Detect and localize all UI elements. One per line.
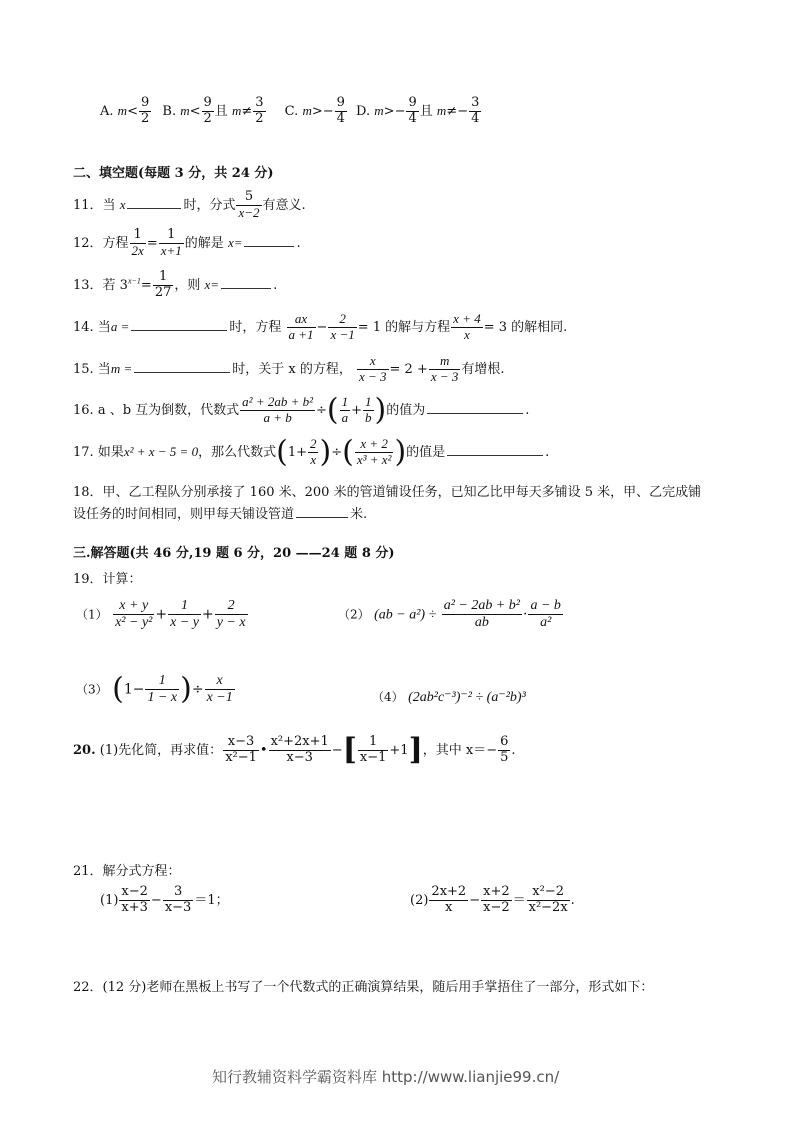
text: 时，分式 [183,197,236,213]
denominator: x² − y² [115,615,153,631]
fraction [498,735,510,766]
denominator: x−3 [286,749,313,765]
text: +1 [389,742,409,758]
question-number: 15. 当 [73,361,111,377]
fraction [236,190,261,221]
numerator: a − b [528,598,562,615]
right-bracket: ] [408,732,423,768]
fraction [113,598,154,631]
numerator: x + y [113,598,154,615]
var: x= [227,234,243,250]
text: 时，方程 [229,319,282,335]
text: 设任务的时间相同，则甲每天铺设管道 [73,507,295,522]
question-11 [73,190,306,221]
denominator: x²−2x [528,899,568,915]
denominator: 4 [408,110,417,126]
fraction [481,885,512,916]
question-16 [73,392,530,428]
fraction [205,673,235,706]
fraction [358,735,389,766]
answer-blank[interactable] [134,371,230,373]
part-label: （2） [338,607,370,622]
operator: − [469,892,481,908]
numerator: 1 [159,228,184,244]
denominator: y − x [216,615,246,631]
text: = 2 + [389,361,428,377]
part-label: (2) [410,892,429,908]
fraction [451,312,483,343]
text: 的解是 [184,235,224,251]
fraction [119,885,150,916]
var: m [436,102,447,118]
numerator: 2 [309,436,317,451]
fraction [429,354,461,385]
question-21-2 [410,885,575,916]
relation: < [127,103,138,119]
fraction [163,885,194,916]
var: m [117,102,128,118]
fraction [442,598,522,631]
numerator: 9 [203,95,212,110]
var: x= [204,276,220,292]
choice-label: D. [356,103,371,119]
fraction [130,228,146,259]
denominator: a + b [263,409,292,425]
operator: ÷ [191,681,204,698]
choice-label: C. [284,103,299,119]
numerator: 3 [163,885,194,901]
equals: = [140,277,152,293]
text: ，那么代数式 [198,444,277,460]
question-14 [73,312,567,343]
answer-blank[interactable] [221,287,271,289]
fraction [308,437,319,468]
text: 有意义. [262,197,306,213]
denominator: x−3 [164,899,192,915]
question-18 [73,482,701,526]
numerator: 1 [358,735,389,751]
question-19-1 [76,598,249,631]
numerator: m [429,354,461,370]
choice-c [284,95,352,126]
question-15 [73,354,505,385]
denominator: x+3 [121,899,148,915]
text: 时，关于 x 的方程， [232,361,352,377]
right-paren: ) [374,392,387,428]
denominator: x − 3 [430,368,459,384]
fraction [139,96,151,127]
fraction [159,228,184,259]
numerator: 3 [471,95,480,110]
relation: < [189,103,201,119]
question-12 [73,228,301,259]
exponent: x−1 [127,276,141,286]
left-bracket: [ [342,732,357,768]
part-label: （4） [372,690,404,704]
text: 有增根. [461,361,505,377]
numerator: x [357,354,389,370]
question-19-3 [76,673,236,706]
denominator: ab [474,615,489,631]
question-13 [73,270,277,301]
equals: ＝ [512,892,526,908]
fraction [202,96,214,127]
text: ＝1； [194,892,229,908]
text: . [511,742,516,758]
numerator: 1 [168,598,201,615]
numerator: x + 4 [453,311,481,326]
denominator: x−1 [359,749,387,765]
fraction [528,598,562,631]
footer-watermark: 知行教辅资料学霸资料库 http://www.lianjie99.cn/ [212,1068,560,1086]
var: x [119,196,126,212]
operator: − [331,742,343,758]
denominator: x²−1 [225,749,257,765]
numerator: 2 [215,598,248,615]
relation: ≠− [446,103,469,119]
numerator: a² − 2ab + b² [442,598,522,615]
var: m [180,102,190,118]
choice-d [356,95,482,126]
denominator: 4 [471,110,480,126]
operator: ÷ [316,402,327,418]
left-paren: ( [276,434,288,470]
text: ，则 [174,277,201,293]
var: m [374,102,384,118]
denominator: x−2 [238,204,260,220]
text: ，其中 x＝− [422,742,498,758]
operator: ÷ [331,444,343,460]
numerator: 5 [236,190,261,206]
fraction [335,96,347,127]
question-number: 14. 当 [73,319,111,335]
fraction [355,437,394,468]
numerator: a² + 2ab + b² [242,394,314,409]
part-label: （1） [76,607,108,622]
operator: − [150,892,162,908]
operator: • [259,742,268,758]
text: 18．甲、乙工程队分别承接了 160 米、200 米的管道铺设任务，已知乙比甲每天多铺设 5 米，甲、乙完成铺 [73,485,702,500]
conjunction: 且 [214,103,228,119]
denominator: a² [540,615,552,631]
var: m = [110,360,133,376]
choice-b [162,95,270,126]
text: . [273,277,278,293]
numerator: x−3 [223,735,259,751]
text: . [570,892,575,908]
choice-label: A. [100,103,114,119]
expression: (ab − a²) ÷ [374,607,437,623]
relation: >− [383,103,406,119]
answer-blank[interactable] [296,516,348,518]
denominator: 27 [154,284,172,300]
question-18-line2 [73,504,701,526]
expression: (2ab²c⁻³)⁻² ÷ (a⁻²b)³ [408,690,526,705]
numerator: 9 [336,95,345,110]
operator: + [351,402,363,418]
denominator: 5 [500,749,509,765]
denominator: a +1 [288,326,314,342]
question-number: 13．若 3 [73,277,128,293]
question-22: 22．(12 分)老师在黑板上书写了一个代数式的正确演算结果，随后用手掌捂住了一部分，形式如下： [73,980,654,995]
numerator: 3 [255,95,264,110]
numerator: x [205,673,235,690]
text: 的值是 [406,444,446,460]
text: (1)先化简，再求值： [99,742,223,758]
text: . [545,444,550,460]
denominator: x [445,899,453,915]
var: m [231,102,242,118]
answer-blank[interactable] [131,329,227,331]
denominator: x [464,326,470,342]
answer-blank[interactable] [427,412,523,414]
choice-label: B. [162,103,177,119]
text: = 3 的解相同. [483,319,568,335]
question-17 [73,434,550,470]
fraction [429,885,468,916]
fraction [287,312,316,343]
text: a 、b 互为倒数，代数式 [97,402,240,418]
denominator: 1 − x [147,690,178,706]
question-number: 17. 如果 [73,444,124,460]
fraction [240,395,315,426]
question-number: 16. [73,402,94,418]
conjunction: 且 [419,103,433,119]
relation: >− [311,103,334,119]
fraction [357,354,389,385]
text: 1− [123,681,145,698]
fraction [269,735,331,766]
right-paren: ) [394,434,407,470]
numerator: x+2 [483,884,510,899]
denominator: x − 3 [358,368,387,384]
question-19-title: 19．计算： [73,572,142,587]
numerator: 6 [500,734,509,749]
question-21-1 [100,885,229,916]
var: a = [110,318,130,334]
operator: + [155,606,168,623]
left-paren: ( [326,392,339,428]
answer-blank[interactable] [127,207,181,209]
choice-a [100,95,156,126]
numerator: 1 [145,673,179,690]
fraction [168,598,201,631]
denominator: 2 [140,110,150,126]
question-19-2 [338,598,564,631]
numerator: 1 [365,394,372,409]
text: 的值为 [386,402,426,418]
numerator: 1 [153,270,174,286]
numerator: ax [287,312,316,328]
denominator: x³ + x² [356,451,392,467]
denominator: 2 [255,110,264,126]
fraction [469,96,481,127]
denominator: b [365,409,372,425]
numerator: 9 [140,95,150,110]
part-label: （3） [76,682,108,697]
numerator: 2x+2 [431,884,467,899]
text: = 1 的解与方程 [357,319,451,335]
numerator: 1 [341,394,349,409]
fraction [215,598,248,631]
fraction [153,270,174,301]
relation: ≠ [241,103,253,119]
question-number: 20. [73,742,96,758]
fraction [145,673,179,706]
section2-heading: 二、填空题(每题 3 分，共 24 分) [73,166,274,181]
operator: · [523,606,528,623]
choices-q10 [100,96,482,127]
denominator: 4 [336,110,345,126]
question-20 [73,732,516,768]
operator: − [316,319,328,335]
text: . [296,235,301,251]
fraction [340,395,351,426]
numerator: x + 2 [355,437,394,453]
numerator: 1 [130,228,146,244]
denominator: x −1 [330,326,355,342]
question-21-title: 21．解分式方程： [73,864,181,879]
answer-blank[interactable] [244,245,294,247]
numerator: 9 [408,95,417,110]
numerator: 2 [328,312,356,328]
denominator: x+1 [160,242,182,258]
var: m [302,102,312,118]
numerator: x²−2 [527,885,570,901]
question-number: 12．方程 [73,235,129,251]
fraction [527,885,570,916]
left-paren: ( [112,671,124,707]
denominator: x −1 [206,690,233,706]
denominator: x − y [170,615,199,631]
fraction [363,395,374,426]
fraction [223,735,259,766]
question-number: 11．当 [73,197,116,213]
denominator: 2 [203,110,212,126]
right-paren: ) [319,434,332,470]
right-paren: ) [180,671,192,707]
fraction [406,96,418,127]
question-19-4 [372,688,526,706]
section3-heading: 三.解答题(共 46 分,19 题 6 分，20 ——24 题 8 分) [73,546,395,561]
denominator: 2x [131,242,144,258]
text: . [525,402,530,418]
numerator: x²+2x+1 [270,734,329,749]
part-label: (1) [100,892,119,908]
left-paren: ( [342,434,354,470]
numerator: x−2 [121,884,148,899]
denominator: x [310,451,317,467]
denominator: a [341,409,349,425]
condition: x² + x − 5 = 0 [123,443,199,459]
equals: = [146,235,158,251]
fraction [328,312,356,343]
text: 1+ [287,444,307,460]
fraction [253,96,265,127]
text: 米. [350,507,368,522]
answer-blank[interactable] [447,454,543,456]
denominator: x−2 [483,899,510,915]
operator: + [201,606,214,623]
